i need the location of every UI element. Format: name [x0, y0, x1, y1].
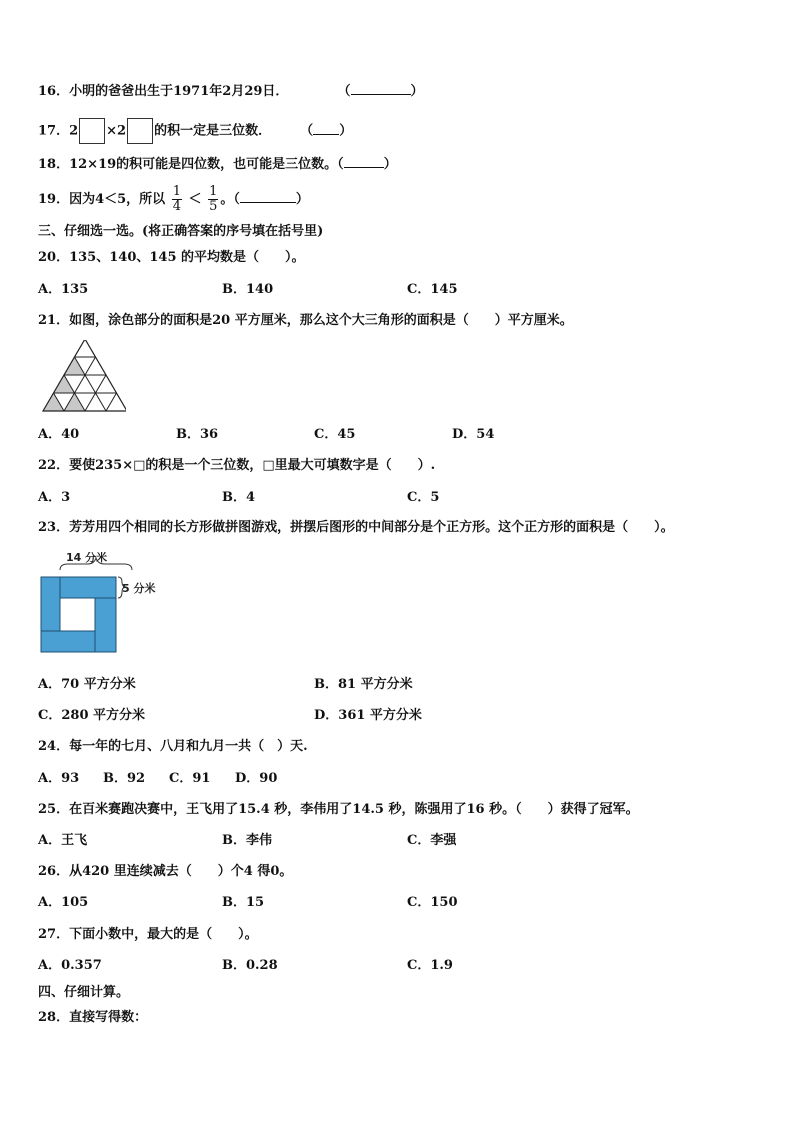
digit-box[interactable] [79, 118, 105, 144]
option-c[interactable]: C．91 [169, 771, 211, 786]
option-b[interactable]: B．81 平方分米 [314, 677, 413, 692]
fraction-one-quarter: $\frac{1}{4}$ [172, 184, 181, 214]
option-c[interactable]: C．李强 [407, 833, 457, 848]
paren-close: ） [410, 84, 424, 99]
paren-open: （ [233, 192, 240, 207]
times-sign: ×2 [106, 123, 127, 139]
option-a[interactable]: A．3 [38, 490, 71, 505]
option-b[interactable]: B．李伟 [222, 833, 272, 848]
option-a[interactable]: A．105 [38, 895, 89, 910]
question-21-text: 21．如图，涂色部分的面积是20 平方厘米，那么这个大三角形的面积是（ ）平方厘米。 [38, 313, 573, 328]
answer-blank[interactable] [240, 190, 296, 203]
rectangle-top [60, 577, 116, 598]
center-square [60, 598, 95, 631]
question-19-head: 19．因为4＜5，所以 [38, 192, 166, 207]
option-b[interactable]: B．36 [176, 427, 219, 442]
triangle-figure [40, 340, 126, 414]
shaded-triangle [64, 393, 85, 411]
label-14-decimeters: 14 分米 [66, 552, 108, 564]
option-d[interactable]: D．54 [452, 427, 495, 442]
option-a[interactable]: A．0.357 [38, 958, 102, 973]
shaded-triangle [64, 357, 85, 375]
paren-close: ） [295, 192, 309, 207]
option-c[interactable]: C．150 [407, 895, 458, 910]
section-4-heading: 四、仔细计算。 [38, 985, 130, 1000]
rectangle-left [41, 577, 60, 631]
option-c[interactable]: C．280 平方分米 [38, 708, 146, 723]
question-17-num: 17．2 [38, 123, 79, 139]
question-19-tail: 。 [220, 192, 234, 207]
option-a[interactable]: A．40 [38, 427, 80, 442]
question-25-text: 25．在百米赛跑决赛中，王飞用了15.4 秒，李伟用了14.5 秒，陈强用了16 秒。（ ）获得了冠军。 [38, 802, 639, 817]
option-a[interactable]: A．王飞 [38, 833, 88, 848]
question-28-text: 28．直接写得数： [38, 1010, 148, 1025]
paren-open: （ [337, 84, 351, 99]
option-d[interactable]: D．90 [235, 771, 278, 786]
shaded-triangle [54, 375, 75, 393]
option-c[interactable]: C．45 [314, 427, 356, 442]
option-d[interactable]: D．361 平方分米 [314, 708, 422, 723]
option-c[interactable]: C．145 [407, 282, 458, 297]
question-16 [38, 82, 424, 101]
option-c[interactable]: C．5 [407, 490, 440, 505]
question-23-text: 23．芳芳用四个相同的长方形做拼图游戏，拼摆后图形的中间部分是个正方形。这个正方形的面积是（ ）。 [38, 520, 674, 535]
option-a[interactable]: A．93 [38, 771, 80, 786]
fraction-one-fifth: $\frac{1}{5}$ [209, 184, 218, 214]
answer-blank[interactable] [313, 122, 339, 135]
question-18-text: 18．12×19的积可能是四位数，也可能是三位数。 [38, 157, 338, 172]
option-c[interactable]: C．1.9 [407, 958, 453, 973]
digit-box[interactable] [127, 118, 153, 144]
less-than-sign: ＜ [188, 192, 202, 207]
question-17 [38, 118, 352, 144]
question-16-text: 16．小明的爸爸出生于1971年2月29日． [38, 84, 289, 99]
paren-open: （ [300, 123, 314, 139]
option-b[interactable]: B．140 [222, 282, 274, 297]
question-19 [38, 184, 309, 216]
question-17-tail: 的积一定是三位数． [154, 123, 272, 139]
option-a[interactable]: A．135 [38, 282, 89, 297]
question-22-text: 22．要使235×□的积是一个三位数，□里最大可填数字是（ ）. [38, 458, 436, 473]
paren-open: （ [337, 157, 344, 172]
option-a[interactable]: A．70 平方分米 [38, 677, 136, 692]
question-27-text: 27．下面小数中，最大的是（ ）。 [38, 927, 258, 942]
option-b[interactable]: B．15 [222, 895, 265, 910]
question-24-text: 24．每一年的七月、八月和九月一共（ ）天. [38, 739, 308, 754]
question-18 [38, 155, 397, 174]
rectangle-right [95, 598, 116, 652]
section-3-heading: 三、仔细选一选。(将正确答案的序号填在括号里) [38, 224, 324, 239]
option-b[interactable]: B．0.28 [222, 958, 278, 973]
label-5-decimeters: 5 分米 [122, 582, 156, 595]
question-26-text: 26．从420 里连续减去（ ）个4 得0。 [38, 864, 293, 879]
paren-close: ） [383, 157, 397, 172]
paren-close: ） [339, 123, 353, 139]
answer-blank[interactable] [344, 155, 384, 168]
rectangles-figure [38, 552, 168, 656]
answer-blank[interactable] [351, 82, 411, 95]
option-b[interactable]: B．4 [222, 490, 256, 505]
question-20-text: 20．135、140、145 的平均数是（ ）。 [38, 250, 305, 265]
rectangle-bottom [41, 631, 95, 652]
shaded-triangle [43, 393, 64, 411]
option-b[interactable]: B．92 [103, 771, 146, 786]
